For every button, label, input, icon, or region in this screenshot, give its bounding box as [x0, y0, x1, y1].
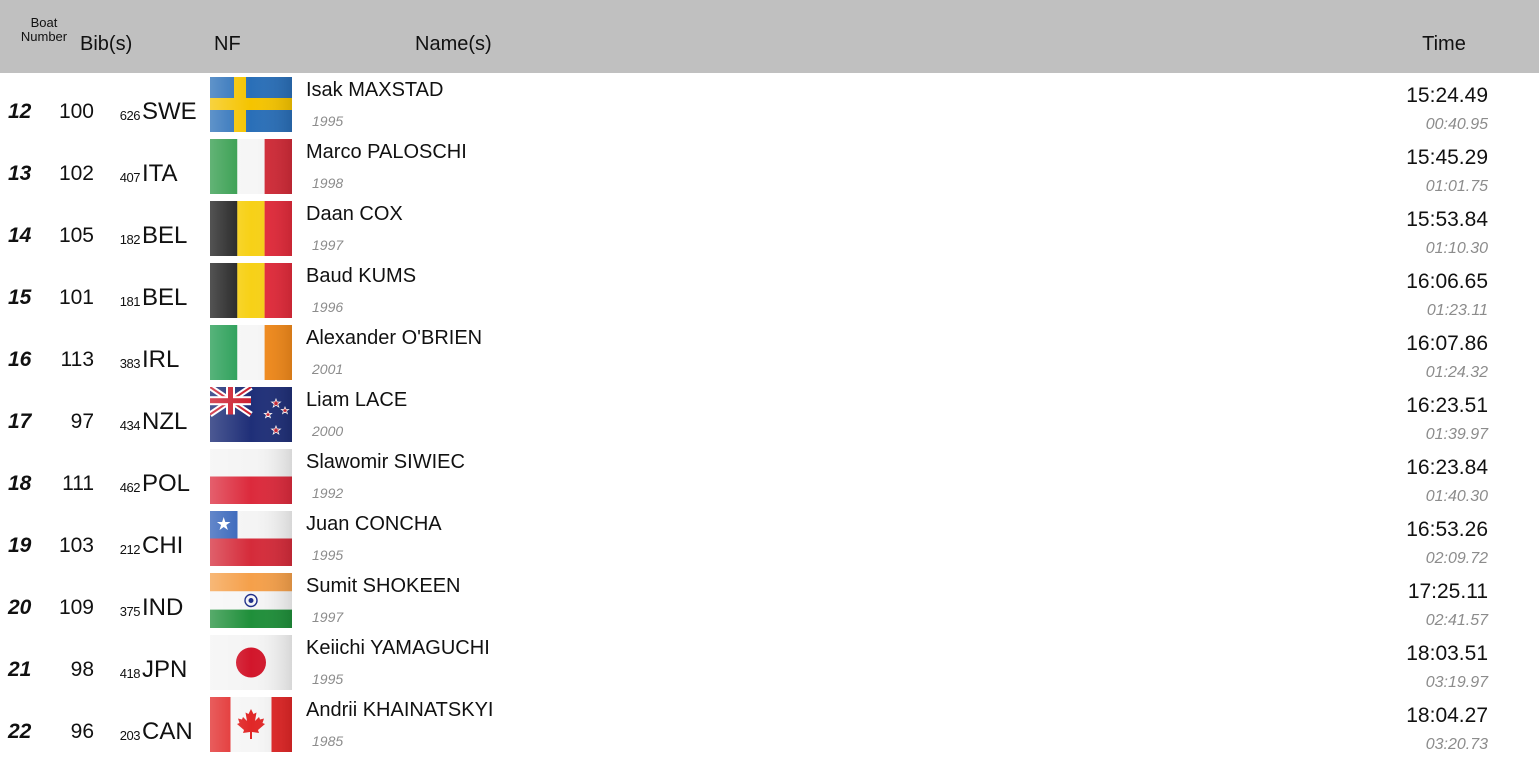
- rank: 17: [8, 410, 32, 433]
- boat-number: 97: [70, 410, 94, 433]
- finish-time: 16:23.51: [1406, 394, 1488, 417]
- result-row: [0, 387, 1539, 449]
- athlete-name: Baud KUMS: [306, 265, 417, 287]
- boat-number: 101: [58, 286, 94, 309]
- bib-number: 212: [119, 542, 140, 557]
- belgium-flag-icon: [210, 201, 292, 256]
- result-row: [0, 201, 1539, 263]
- athlete-name: Isak MAXSTAD: [306, 79, 444, 101]
- rank: 12: [8, 100, 32, 123]
- canada-flag-icon: [210, 697, 292, 752]
- time-behind: 02:41.57: [1425, 612, 1488, 629]
- boat-number: 111: [62, 472, 94, 495]
- india-flag-icon: [210, 573, 292, 628]
- finish-time: 16:23.84: [1406, 456, 1488, 479]
- chile-flag-icon: [210, 511, 292, 566]
- time-behind: 01:40.30: [1425, 488, 1488, 505]
- boat-number: 98: [70, 658, 94, 681]
- boat-number: 113: [60, 348, 94, 371]
- birth-year: 1996: [312, 299, 344, 315]
- time-behind: 01:23.11: [1426, 302, 1488, 319]
- header-boat-number: [18, 16, 70, 44]
- poland-flag-icon: [210, 449, 292, 504]
- athlete-name: Slawomir SIWIEC: [306, 451, 465, 473]
- japan-flag-icon: [210, 635, 292, 690]
- result-row: [0, 449, 1539, 511]
- athlete-name: Juan CONCHA: [306, 513, 442, 535]
- rank: 19: [8, 534, 32, 557]
- finish-time: 16:53.26: [1406, 518, 1488, 541]
- nf-code: CAN: [142, 718, 193, 745]
- bib-number: 203: [119, 728, 140, 743]
- time-behind: 02:09.72: [1425, 550, 1488, 567]
- boat-number: 103: [58, 534, 94, 557]
- result-row: [0, 635, 1539, 697]
- birth-year: 1995: [312, 113, 344, 129]
- bib-number: 462: [119, 480, 140, 495]
- result-row: [0, 263, 1539, 325]
- time-behind: 01:24.32: [1425, 364, 1488, 381]
- boat-number: 105: [58, 224, 94, 247]
- nf-code: JPN: [142, 656, 188, 683]
- ireland-flag-icon: [210, 325, 292, 380]
- nf-code: ITA: [142, 160, 178, 187]
- athlete-name: Marco PALOSCHI: [306, 141, 467, 163]
- result-row: [0, 325, 1539, 387]
- new-zealand-flag-icon: [210, 387, 292, 442]
- rank: 22: [8, 720, 32, 743]
- birth-year: 2001: [312, 361, 344, 377]
- time-behind: 01:01.75: [1425, 178, 1488, 195]
- boat-number: 109: [58, 596, 94, 619]
- rank: 15: [8, 286, 32, 309]
- boat-number: 102: [58, 162, 94, 185]
- finish-time: 16:06.65: [1406, 270, 1488, 293]
- result-row: [0, 697, 1539, 759]
- header-bib: Bib(s): [80, 33, 133, 55]
- finish-time: 17:25.11: [1407, 580, 1488, 603]
- finish-time: 16:07.86: [1406, 332, 1488, 355]
- boat-number: 96: [70, 720, 94, 743]
- nf-code: IRL: [142, 346, 180, 373]
- birth-year: 1998: [312, 175, 344, 191]
- athlete-name: Daan COX: [306, 203, 403, 225]
- header-boat-number-line1: Boat: [30, 15, 58, 30]
- bib-number: 407: [119, 170, 140, 185]
- results-list: [0, 77, 1539, 759]
- rank: 13: [8, 162, 32, 185]
- result-row: [0, 511, 1539, 573]
- birth-year: 1997: [312, 237, 344, 253]
- bib-number: 418: [119, 666, 140, 681]
- results-header: [0, 0, 1539, 73]
- result-row: [0, 139, 1539, 201]
- belgium-flag-icon: [210, 263, 292, 318]
- rank: 14: [8, 224, 32, 247]
- birth-year: 1997: [312, 609, 344, 625]
- nf-code: SWE: [142, 98, 197, 125]
- nf-code: BEL: [142, 222, 188, 249]
- athlete-name: Keiichi YAMAGUCHI: [306, 637, 490, 659]
- finish-time: 18:03.51: [1406, 642, 1488, 665]
- bib-number: 182: [119, 232, 140, 247]
- finish-time: 15:24.49: [1406, 84, 1488, 107]
- athlete-name: Alexander O'BRIEN: [306, 327, 483, 349]
- birth-year: 2000: [312, 423, 344, 439]
- bib-number: 626: [119, 108, 140, 123]
- time-behind: 01:10.30: [1425, 240, 1488, 257]
- birth-year: 1985: [312, 733, 344, 749]
- birth-year: 1995: [312, 671, 344, 687]
- rank: 20: [8, 596, 32, 619]
- time-behind: 03:19.97: [1425, 674, 1488, 691]
- finish-time: 15:53.84: [1406, 208, 1488, 231]
- athlete-name: Liam LACE: [306, 389, 408, 411]
- athlete-name: Sumit SHOKEEN: [306, 575, 461, 597]
- bib-number: 434: [119, 418, 140, 433]
- italy-flag-icon: [210, 139, 292, 194]
- finish-time: 15:45.29: [1406, 146, 1488, 169]
- header-nf: NF: [214, 33, 241, 55]
- header-boat-number-line2: Number: [20, 29, 68, 44]
- nf-code: IND: [142, 594, 184, 621]
- result-row: [0, 573, 1539, 635]
- boat-number: 100: [58, 100, 94, 123]
- nf-code: NZL: [142, 408, 188, 435]
- birth-year: 1992: [312, 485, 344, 501]
- bib-number: 181: [119, 294, 140, 309]
- header-names: Name(s): [415, 33, 492, 55]
- nf-code: CHI: [142, 532, 184, 559]
- athlete-name: Andrii KHAINATSKYI: [306, 699, 494, 721]
- bib-number: 375: [119, 604, 140, 619]
- birth-year: 1995: [312, 547, 344, 563]
- rank: 21: [8, 658, 32, 681]
- finish-time: 18:04.27: [1406, 704, 1488, 727]
- time-behind: 01:39.97: [1425, 426, 1488, 443]
- result-row: [0, 77, 1539, 139]
- rank: 16: [8, 348, 32, 371]
- rank: 18: [8, 472, 32, 495]
- time-behind: 03:20.73: [1425, 736, 1488, 753]
- nf-code: POL: [142, 470, 191, 497]
- header-time: Time: [1422, 33, 1466, 55]
- bib-number: 383: [119, 356, 140, 371]
- nf-code: BEL: [142, 284, 188, 311]
- sweden-flag-icon: [210, 77, 292, 132]
- time-behind: 00:40.95: [1425, 116, 1488, 133]
